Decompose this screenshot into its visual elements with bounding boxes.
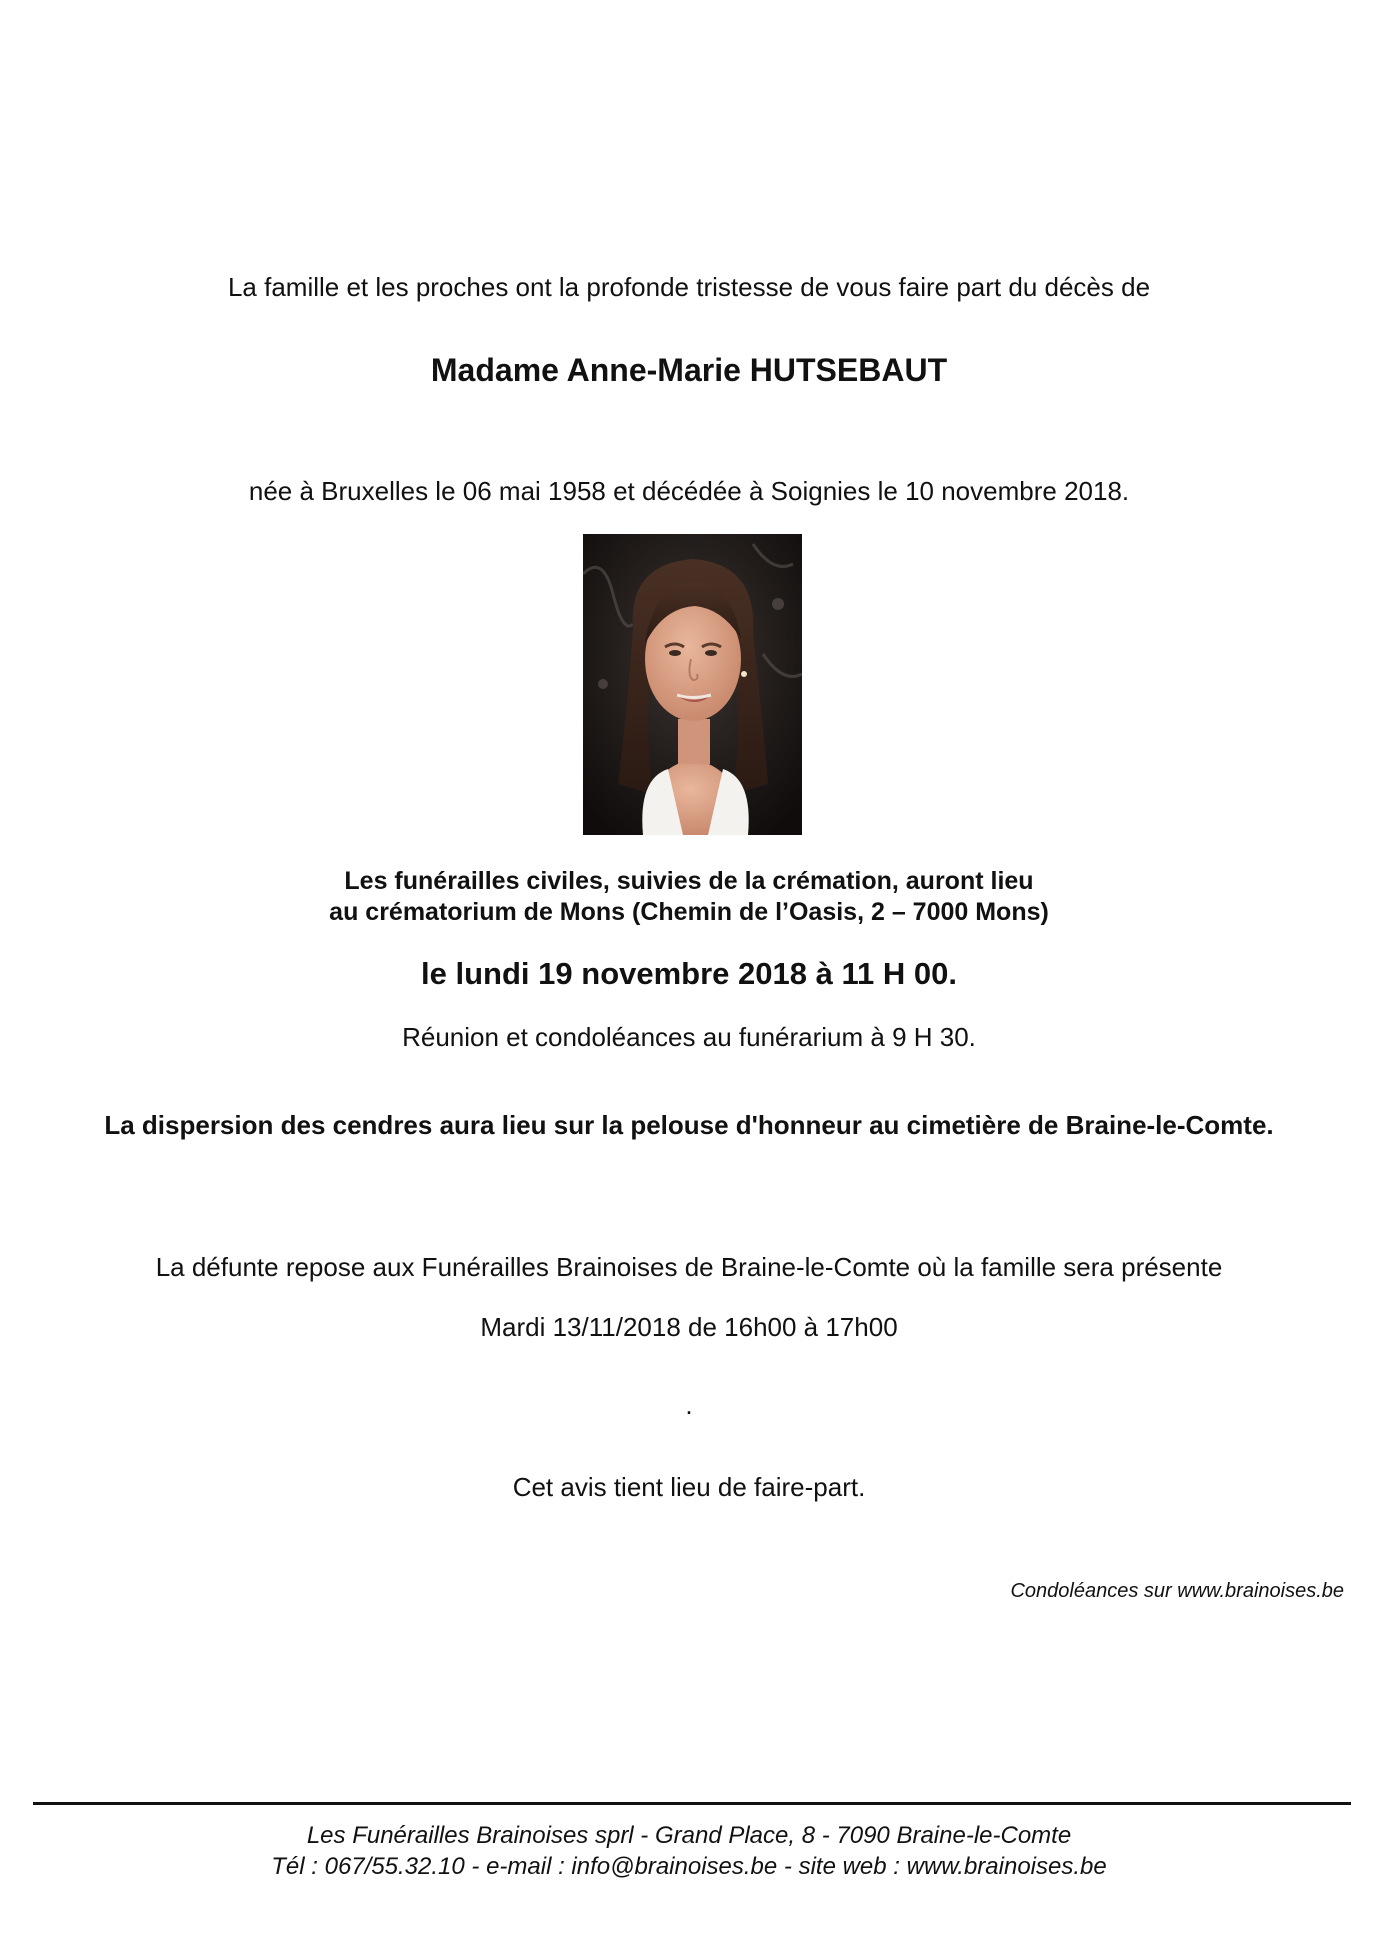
reunion-text: Réunion et condoléances au funérarium à 9 H 30. <box>402 1022 976 1052</box>
visit-time: Mardi 13/11/2018 de 16h00 à 17h00 <box>480 1312 898 1342</box>
dispersion-text: La dispersion des cendres aura lieu sur la pelouse d'honneur au cimetière de Braine-le-Comte. <box>104 1110 1274 1140</box>
footer-divider <box>33 1802 1351 1805</box>
funeral-line-1: Les funérailles civiles, suivies de la crémation, auront lieu <box>344 867 1034 895</box>
footer-address: Les Funérailles Brainoises sprl - Grand Place, 8 - 7090 Braine-le-Comte <box>306 1822 1072 1849</box>
separator-dot: . <box>685 1390 693 1420</box>
condolences-link[interactable]: Condoléances sur www.brainoises.be <box>1010 1580 1344 1602</box>
portrait-photo <box>583 534 802 835</box>
funeral-line-2: au crématorium de Mons (Chemin de l’Oasis, 2 – 7000 Mons) <box>329 898 1049 926</box>
notice-statement: Cet avis tient lieu de faire-part. <box>512 1472 866 1502</box>
birth-death-text: née à Bruxelles le 06 mai 1958 et décédée à Soignies le 10 novembre 2018. <box>248 476 1130 506</box>
deceased-name: Madame Anne-Marie HUTSEBAUT <box>430 352 948 388</box>
footer-contact: Tél : 067/55.32.10 - e-mail : info@brainoises.be - site web : www.brainoises.be <box>271 1853 1107 1880</box>
funeral-details <box>0 866 1378 928</box>
repose-text: La défunte repose aux Funérailles Brainoises de Braine-le-Comte où la famille sera présente <box>155 1252 1223 1282</box>
funeral-date: le lundi 19 novembre 2018 à 11 H 00. <box>421 956 957 991</box>
intro-text: La famille et les proches ont la profonde tristesse de vous faire part du décès de <box>227 272 1151 302</box>
